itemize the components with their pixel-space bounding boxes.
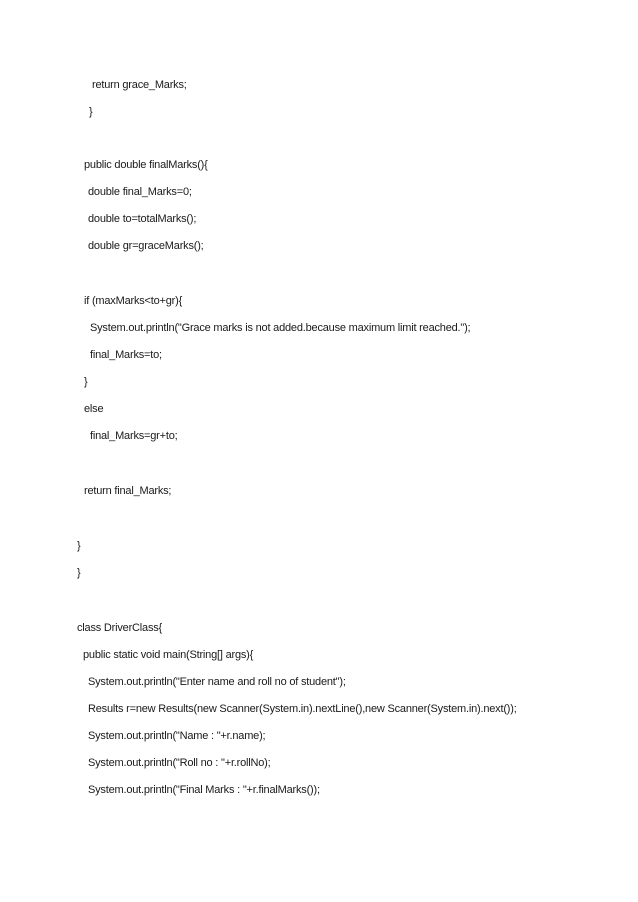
code-line-14: } — [77, 540, 81, 552]
code-line-7: if (maxMarks<to+gr){ — [84, 295, 183, 307]
code-line-16: class DriverClass{ — [77, 622, 163, 634]
code-line-21: System.out.println("Roll no : "+r.rollNo); — [88, 757, 271, 769]
code-line-5: double to=totalMarks(); — [88, 213, 197, 225]
code-line-1: return grace_Marks; — [92, 79, 187, 91]
code-line-10: } — [84, 376, 88, 388]
code-line-15: } — [77, 567, 81, 579]
code-line-17: public static void main(String[] args){ — [83, 649, 254, 661]
code-line-19: Results r=new Results(new Scanner(System.in).nextLine(),new Scanner(System.in).next()); — [88, 703, 517, 715]
code-line-9: final_Marks=to; — [90, 349, 162, 361]
code-line-4: double final_Marks=0; — [88, 186, 192, 198]
code-line-12: final_Marks=gr+to; — [90, 430, 178, 442]
code-line-2: } — [89, 106, 93, 118]
code-line-8: System.out.println("Grace marks is not added.because maximum limit reached."); — [90, 322, 471, 334]
code-line-3: public double finalMarks(){ — [84, 159, 208, 171]
code-line-22: System.out.println("Final Marks : "+r.finalMarks()); — [88, 784, 320, 796]
code-line-6: double gr=graceMarks(); — [88, 240, 204, 252]
code-line-18: System.out.println("Enter name and roll no of student"); — [88, 676, 346, 688]
code-line-11: else — [84, 403, 104, 415]
code-line-13: return final_Marks; — [84, 485, 172, 497]
code-line-20: System.out.println("Name : "+r.name); — [88, 730, 266, 742]
